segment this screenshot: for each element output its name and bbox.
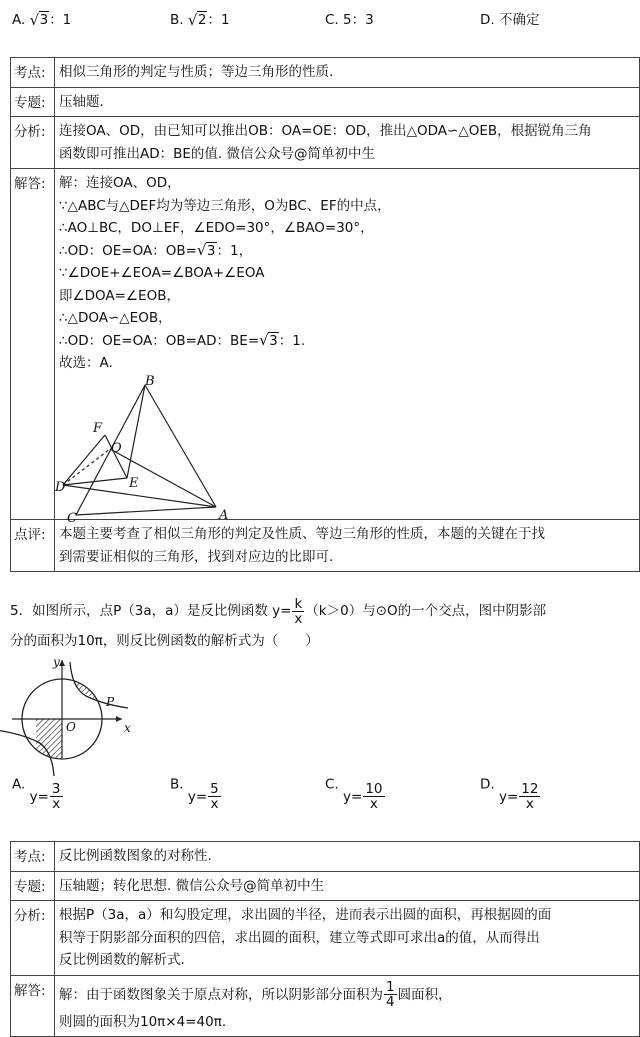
solution-text: ∴OD：OE=OA：OB= xyxy=(59,242,197,259)
point-label-d: D xyxy=(55,480,66,495)
jieda-label: 解答: xyxy=(11,976,55,1037)
numerator: k xyxy=(294,595,303,612)
x-axis-arrow xyxy=(116,716,122,722)
option-fraction xyxy=(208,782,221,811)
point-label-a: A xyxy=(219,508,229,523)
fraction-k-over-x xyxy=(292,597,304,626)
denominator: x xyxy=(525,796,534,812)
fenxi-line: 反比例函数的解析式. xyxy=(59,952,185,968)
question-text: （k＞0）与⊙O的一个交点，图中阴影部 xyxy=(305,603,547,619)
sqrt-symbol xyxy=(30,12,50,28)
option-fraction xyxy=(50,782,63,811)
q5-option-d xyxy=(480,770,541,812)
solution-line: ∵∠DOE+∠EOA=∠BOA+∠EOA xyxy=(59,265,265,281)
shaded-region-quadrant-1 xyxy=(72,679,110,708)
question-5-line2: 分的面积为10π，则反比例函数的解析式为（ ） xyxy=(10,633,319,649)
circle-figure xyxy=(10,656,138,760)
kaodian-text: 相似三角形的判定与性质；等边三角形的性质. xyxy=(59,64,334,80)
option-b-ratio: ：1 xyxy=(207,12,230,28)
point-label-p: P xyxy=(106,695,115,709)
point-label-b: B xyxy=(145,374,155,389)
segment-ca xyxy=(76,507,216,515)
question-5 xyxy=(10,596,635,656)
jieda-row xyxy=(11,975,639,1037)
point-label-o: O xyxy=(111,441,122,456)
q4-analysis-table xyxy=(10,57,640,572)
solution-text: ：1， xyxy=(216,242,253,259)
option-d-text: 不确定 xyxy=(498,12,540,28)
segment-eb xyxy=(127,385,145,478)
option-prefix: y= xyxy=(29,788,49,805)
point-label-c: C xyxy=(67,511,77,526)
segment-ab xyxy=(145,385,216,507)
fenxi-row xyxy=(11,116,639,168)
denominator: x xyxy=(210,796,219,812)
solution-line: ∴AO⊥BC，DO⊥EF，∠EDO=30°，∠BAO=30°， xyxy=(59,220,374,236)
question-text: 5．如图所示，点P（3a，a）是反比例函数 y= xyxy=(10,603,292,619)
q5-option-a xyxy=(12,770,64,812)
option-b-radicand: 2 xyxy=(197,12,207,28)
radicand: 3 xyxy=(206,242,216,259)
numerator: 12 xyxy=(521,781,539,797)
point-label-f: F xyxy=(93,421,103,436)
dianping-line: 到需要证相似的三角形，找到对应边的比即可. xyxy=(59,548,334,565)
solution-line: ∵△ABC与△DEF均为等边三角形，O为BC、EF的中点， xyxy=(59,197,391,214)
answer-choice: 故选：A. xyxy=(59,355,113,371)
solution-line: 即∠DOA=∠EOB， xyxy=(59,287,180,304)
fenxi-line: 函数即可推出AD：BE的值. 微信公众号@简单初中生 xyxy=(59,145,376,162)
option-label: D. xyxy=(480,776,495,793)
segment-fd xyxy=(63,435,105,485)
sqrt-symbol xyxy=(188,12,208,28)
solution-line xyxy=(59,979,635,1011)
option-d-label: D. xyxy=(480,12,495,28)
fenxi-label: 分析: xyxy=(11,117,55,168)
segment-do-dashed xyxy=(63,449,110,485)
fenxi-row xyxy=(11,900,639,975)
dianping-text xyxy=(55,520,639,571)
kaodian-text: 反比例函数图象的对称性. xyxy=(59,848,212,864)
jieda-label: 解答: xyxy=(11,169,55,519)
jieda-text xyxy=(55,976,639,1037)
dianping-line: 本题主要考查了相似三角形的判定及性质、等边三角形的性质，本题的关键在于找 xyxy=(59,526,545,542)
solution-line xyxy=(59,330,635,353)
sqrt-symbol xyxy=(197,240,217,263)
option-fraction xyxy=(519,782,540,811)
solution-line xyxy=(59,240,635,263)
fenxi-line: 连接OA、OD，由已知可以推出OB：OA=OE：OD，推出△ODA∽△OEB，根据锐角三角 xyxy=(59,123,592,139)
denominator: 4 xyxy=(386,994,395,1010)
option-label: B. xyxy=(170,776,184,793)
sqrt-symbol xyxy=(259,330,279,353)
option-b-label: B. xyxy=(170,12,184,28)
option-a-radicand: 3 xyxy=(39,12,49,28)
option-prefix: y= xyxy=(343,788,363,805)
kaodian-label: 考点: xyxy=(11,842,55,871)
option-c-text: 5：3 xyxy=(343,12,374,28)
dianping-label: 点评: xyxy=(11,520,55,571)
q5-analysis-table xyxy=(10,841,640,1037)
point-label-e: E xyxy=(129,476,139,491)
option-prefix: y= xyxy=(498,788,519,805)
zhuanti-label: 专题: xyxy=(11,872,55,901)
solution-text: ∴OD：OE=OA：OB=AD：BE= xyxy=(59,332,260,349)
fenxi-line: 根据P（3a，a）和勾股定理，求出圆的半径，进而表示出圆的面积，再根据圆的面 xyxy=(59,907,552,923)
option-a-ratio: ：1 xyxy=(49,12,72,28)
jieda-row xyxy=(11,168,639,526)
triangle-figure xyxy=(55,374,249,526)
solution-text: 解：由于函数图象关于原点对称，所以阴影部分面积为 xyxy=(59,986,383,1003)
fraction-one-quarter xyxy=(384,980,397,1009)
option-a xyxy=(12,8,71,28)
option-fraction xyxy=(363,782,384,811)
solution-line: 则圆的面积为10π×4=40π. xyxy=(59,1013,227,1030)
q5-option-c xyxy=(325,770,386,812)
option-label: A. xyxy=(12,776,26,793)
dianping-row xyxy=(11,519,639,571)
question-5-line1 xyxy=(10,596,635,626)
option-b xyxy=(170,8,230,28)
zhuanti-text: 压轴题. xyxy=(59,93,104,110)
zhuanti-row xyxy=(11,871,639,901)
y-axis-arrow xyxy=(59,660,65,666)
solution-text: ：1. xyxy=(278,332,306,349)
zhuanti-label: 专题: xyxy=(11,88,55,117)
fenxi-label: 分析: xyxy=(11,901,55,975)
origin-label: O xyxy=(66,720,76,734)
numerator: 3 xyxy=(51,781,61,797)
numerator: 5 xyxy=(210,781,219,797)
numerator: 10 xyxy=(365,781,383,797)
solution-line: ∴△DOA∽△EOB， xyxy=(59,310,172,326)
axis-label-y: y xyxy=(53,655,60,669)
denominator: x xyxy=(52,796,61,812)
zhuanti-text: 压轴题；转化思想. 微信公众号@简单初中生 xyxy=(59,877,325,894)
fenxi-text xyxy=(55,117,639,168)
option-a-label: A. xyxy=(12,12,26,28)
denominator: x xyxy=(369,796,378,812)
kaodian-row xyxy=(11,842,639,871)
option-d xyxy=(480,8,539,28)
solution-text: 圆面积， xyxy=(397,986,452,1003)
fenxi-text xyxy=(55,901,639,975)
denominator: x xyxy=(294,610,303,627)
numerator: 1 xyxy=(386,979,395,995)
fenxi-line: 积等于阴影部分面积的四倍，求出圆的面积，建立等式即可求出a的值，从而得出 xyxy=(59,929,540,946)
axis-label-x: x xyxy=(124,721,131,735)
option-label: C. xyxy=(325,776,339,793)
zhuanti-row xyxy=(11,87,639,117)
q5-option-b xyxy=(170,770,222,812)
kaodian-label: 考点: xyxy=(11,58,55,87)
kaodian-row xyxy=(11,58,639,87)
option-prefix: y= xyxy=(187,788,208,805)
option-c-label: C. xyxy=(325,12,339,28)
solution-line: 解：连接OA、OD， xyxy=(59,175,181,191)
option-c xyxy=(325,8,374,28)
jieda-text xyxy=(55,169,639,526)
radicand: 3 xyxy=(269,332,278,349)
